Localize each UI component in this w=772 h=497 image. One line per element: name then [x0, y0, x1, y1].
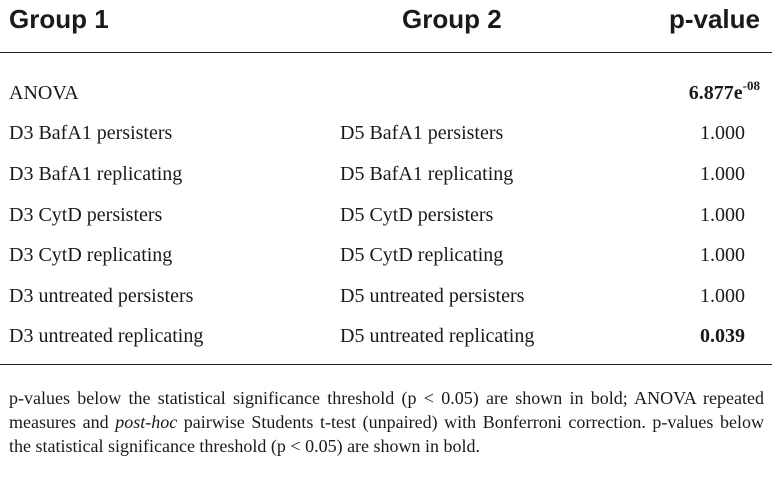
table-header: [0, 0, 772, 53]
table-footnote: [9, 386, 764, 458]
table-row: [0, 325, 772, 361]
row-pvalue: 1.000: [700, 122, 745, 144]
footnote-part2: pairwise Students t-test (unpaired) with Bonferroni correction. p-values below the statistical significance threshold (p < 0.05) are shown in bold.: [9, 412, 765, 456]
table-row: [0, 163, 772, 199]
footnote-part1: p-values below the statistical significance threshold (p < 0.05) are shown in bold; ANOVA repeated measures and: [9, 388, 764, 432]
anova-mantissa: 6.877e: [688, 82, 743, 104]
row-group1: D3 untreated persisters: [9, 285, 194, 307]
header-pvalue: p-value: [668, 4, 760, 34]
row-group1: D3 BafA1 persisters: [9, 122, 173, 144]
table-row: [0, 122, 772, 158]
row-pvalue: 1.000: [700, 204, 745, 226]
table-row: [0, 285, 772, 321]
table-row: [0, 244, 772, 280]
row-group2: D5 untreated persisters: [340, 285, 525, 307]
table-bottom-rule: [0, 364, 772, 365]
row-pvalue: 0.039: [700, 325, 745, 347]
row-group2: D5 CytD replicating: [340, 244, 504, 266]
anova-exponent: -08: [742, 78, 760, 93]
row-group2: D5 BafA1 replicating: [340, 163, 514, 185]
row-pvalue: 1.000: [700, 285, 745, 307]
row-group1: D3 untreated replicating: [9, 325, 204, 347]
footnote-italic: post-hoc: [115, 412, 178, 432]
header-group2: Group 2: [402, 4, 502, 34]
row-group1: D3 BafA1 replicating: [9, 163, 183, 185]
anova-label: ANOVA: [9, 82, 79, 104]
anova-row: [0, 78, 772, 118]
row-group2: D5 untreated replicating: [340, 325, 535, 347]
row-pvalue: 1.000: [700, 163, 745, 185]
row-group2: D5 CytD persisters: [340, 204, 494, 226]
row-group2: D5 BafA1 persisters: [340, 122, 504, 144]
header-group1: Group 1: [9, 4, 109, 34]
row-pvalue: 1.000: [700, 244, 745, 266]
anova-pvalue: [688, 78, 760, 105]
table-row: [0, 204, 772, 240]
row-group1: D3 CytD replicating: [9, 244, 173, 266]
row-group1: D3 CytD persisters: [9, 204, 163, 226]
